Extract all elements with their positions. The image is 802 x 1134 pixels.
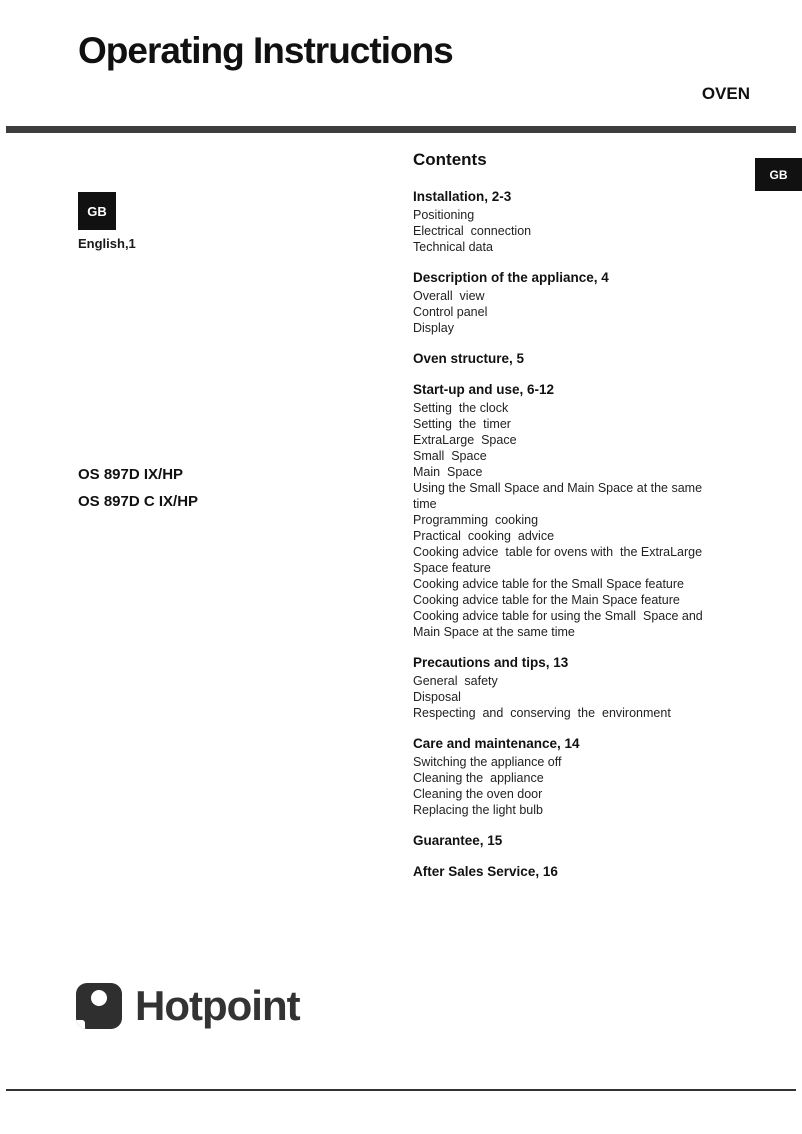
contents-item: Overall view xyxy=(413,289,485,303)
contents-section-title: Oven structure, 5 xyxy=(413,351,525,366)
contents-item: Setting the clock xyxy=(413,401,509,415)
contents-section xyxy=(413,188,721,255)
contents-section xyxy=(413,381,721,640)
top-divider-bar xyxy=(6,126,796,133)
bottom-divider-line xyxy=(6,1089,796,1091)
contents-section-title: Precautions and tips, 13 xyxy=(413,655,569,670)
contents-section-title: Installation, 2-3 xyxy=(413,189,512,204)
model-numbers xyxy=(78,461,198,515)
contents-item: Programming cooking xyxy=(413,513,539,527)
contents-section xyxy=(413,863,721,880)
brand-name: Hotpoint xyxy=(135,982,300,1029)
contents-section-title: Description of the appliance, 4 xyxy=(413,270,609,285)
contents-heading: Contents xyxy=(413,150,487,169)
contents-section-title: Guarantee, 15 xyxy=(413,833,503,848)
contents-item: Respecting and conserving the environment xyxy=(413,706,671,720)
contents-section-title: Care and maintenance, 14 xyxy=(413,736,580,751)
contents-item: Using the Small Space and Main Space at the same time xyxy=(413,481,706,511)
gb-edge-tab: GB xyxy=(755,158,802,191)
contents-item: Display xyxy=(413,321,454,335)
contents-item: Switching the appliance off xyxy=(413,755,562,769)
contents-item: Cooking advice table for the Main Space feature xyxy=(413,593,680,607)
contents-section xyxy=(413,735,721,818)
contents-item: Electrical connection xyxy=(413,224,532,238)
contents-section xyxy=(413,350,721,367)
contents-section-title: Start-up and use, 6-12 xyxy=(413,382,555,397)
contents-item: Practical cooking advice xyxy=(413,529,555,543)
contents-item: Cooking advice table for ovens with the ExtraLarge Space feature xyxy=(413,545,706,575)
contents-item: Cooking advice table for using the Small Space and Main Space at the same time xyxy=(413,609,707,639)
contents-column xyxy=(413,150,721,894)
contents-item: Cleaning the appliance xyxy=(413,771,544,785)
contents-section xyxy=(413,269,721,336)
contents-sections xyxy=(413,188,721,880)
oven-label: OVEN xyxy=(701,84,750,103)
contents-section-title: After Sales Service, 16 xyxy=(413,864,558,879)
contents-item: Main Space xyxy=(413,465,483,479)
contents-item: Replacing the light bulb xyxy=(413,803,543,817)
language-label: English,1 xyxy=(78,236,136,251)
logo-notch xyxy=(76,1020,85,1029)
contents-section xyxy=(413,654,721,721)
contents-item: Technical data xyxy=(413,240,493,254)
contents-item: Setting the timer xyxy=(413,417,511,431)
model-number-1: OS 897D IX/HP xyxy=(78,466,184,483)
contents-item: Positioning xyxy=(413,208,475,222)
hotpoint-logo-icon xyxy=(76,983,122,1029)
contents-item: Cleaning the oven door xyxy=(413,787,543,801)
gb-language-badge: GB xyxy=(78,192,116,230)
contents-section xyxy=(413,832,721,849)
contents-item: Control panel xyxy=(413,305,488,319)
logo-dot xyxy=(91,990,107,1006)
brand-logo xyxy=(76,982,300,1030)
contents-item: Cooking advice table for the Small Space feature xyxy=(413,577,684,591)
contents-item: Disposal xyxy=(413,690,461,704)
contents-item: ExtraLarge Space xyxy=(413,433,517,447)
contents-item: Small Space xyxy=(413,449,487,463)
contents-item: General safety xyxy=(413,674,498,688)
page-title: Operating Instructions xyxy=(78,30,453,71)
model-number-2: OS 897D C IX/HP xyxy=(78,493,199,510)
